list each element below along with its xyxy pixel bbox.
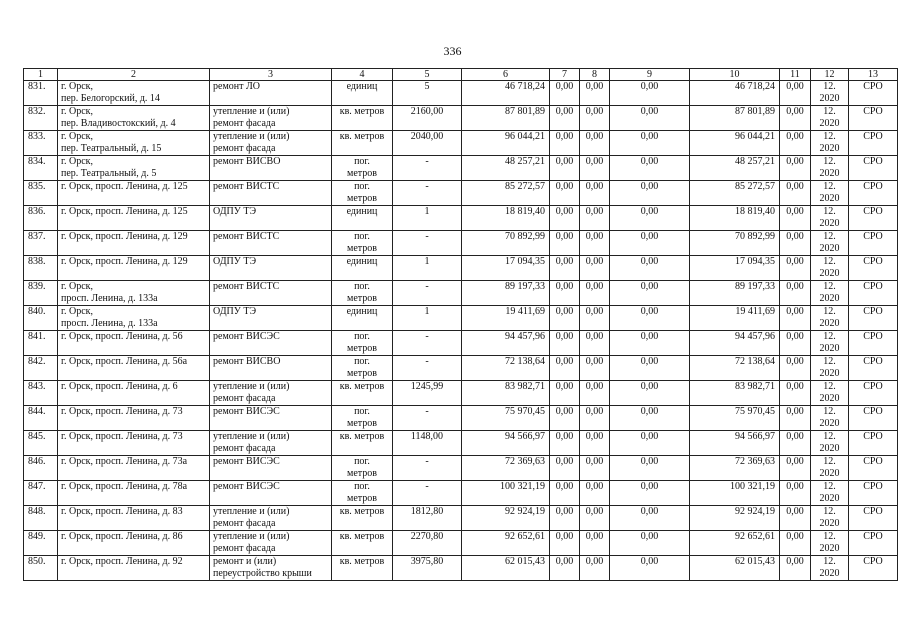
cell-work-type: утепление и (или) ремонт фасада	[210, 531, 332, 556]
cell-col-8: 0,00	[580, 381, 610, 406]
table-row	[24, 356, 898, 381]
cell-col-10: 48 257,21	[690, 156, 780, 181]
table-row	[24, 456, 898, 481]
cell-row-number: 844.	[24, 406, 58, 431]
cell-col-11: 0,00	[780, 181, 811, 206]
cell-col-11: 0,00	[780, 481, 811, 506]
cell-total-cost: 100 321,19	[462, 481, 550, 506]
cell-col-8: 0,00	[580, 456, 610, 481]
cell-method: СРО	[849, 381, 898, 406]
cell-work-type: ремонт ВИСЭС	[210, 406, 332, 431]
cell-total-cost: 18 819,40	[462, 206, 550, 231]
cell-total-cost: 89 197,33	[462, 281, 550, 306]
cell-method: СРО	[849, 531, 898, 556]
cell-col-10: 92 924,19	[690, 506, 780, 531]
cell-unit: кв. метров	[332, 131, 393, 156]
cell-col-10: 100 321,19	[690, 481, 780, 506]
cell-col-8: 0,00	[580, 106, 610, 131]
cell-work-type: ремонт ВИСЭС	[210, 331, 332, 356]
cell-method: СРО	[849, 481, 898, 506]
cell-work-type: ОДПУ ТЭ	[210, 206, 332, 231]
table-row	[24, 306, 898, 331]
cell-total-cost: 72 369,63	[462, 456, 550, 481]
cell-col-11: 0,00	[780, 531, 811, 556]
cell-work-type: ремонт ВИСЭС	[210, 481, 332, 506]
cell-row-number: 839.	[24, 281, 58, 306]
table-row	[24, 531, 898, 556]
table-row	[24, 181, 898, 206]
cell-unit: единиц	[332, 81, 393, 106]
cell-unit: кв. метров	[332, 556, 393, 581]
cell-row-number: 834.	[24, 156, 58, 181]
cell-method: СРО	[849, 156, 898, 181]
cell-address: г. Орск, просп. Ленина, д. 73а	[58, 456, 210, 481]
cell-col-10: 70 892,99	[690, 231, 780, 256]
cell-col-7: 0,00	[550, 306, 580, 331]
cell-address: г. Орск, просп. Ленина, д. 133а	[58, 281, 210, 306]
cell-col-10: 46 718,24	[690, 81, 780, 106]
cell-col-11: 0,00	[780, 206, 811, 231]
cell-unit: пог. метров	[332, 231, 393, 256]
cell-row-number: 846.	[24, 456, 58, 481]
cell-deadline: 12. 2020	[811, 81, 849, 106]
cell-col-8: 0,00	[580, 481, 610, 506]
cell-unit: кв. метров	[332, 506, 393, 531]
cell-method: СРО	[849, 506, 898, 531]
cell-col-8: 0,00	[580, 531, 610, 556]
cell-col-11: 0,00	[780, 506, 811, 531]
cell-total-cost: 48 257,21	[462, 156, 550, 181]
cell-col-11: 0,00	[780, 356, 811, 381]
cell-col-10: 19 411,69	[690, 306, 780, 331]
cell-quantity: 2160,00	[393, 106, 462, 131]
cell-col-9: 0,00	[610, 131, 690, 156]
table-row	[24, 481, 898, 506]
column-header-7: 7	[550, 69, 580, 81]
cell-col-7: 0,00	[550, 531, 580, 556]
cell-col-10: 75 970,45	[690, 406, 780, 431]
cell-quantity: 1245,99	[393, 381, 462, 406]
cell-col-10: 96 044,21	[690, 131, 780, 156]
cell-quantity: -	[393, 231, 462, 256]
cell-quantity: -	[393, 156, 462, 181]
column-header-10: 10	[690, 69, 780, 81]
cell-col-8: 0,00	[580, 406, 610, 431]
cell-col-8: 0,00	[580, 431, 610, 456]
cell-work-type: ремонт ВИСВО	[210, 156, 332, 181]
column-header-12: 12	[811, 69, 849, 81]
cell-quantity: -	[393, 281, 462, 306]
cell-col-10: 83 982,71	[690, 381, 780, 406]
cell-deadline: 12. 2020	[811, 356, 849, 381]
cell-work-type: утепление и (или) ремонт фасада	[210, 431, 332, 456]
column-header-9: 9	[610, 69, 690, 81]
cell-quantity: 2270,80	[393, 531, 462, 556]
cell-row-number: 848.	[24, 506, 58, 531]
cell-address: г. Орск, просп. Ленина, д. 92	[58, 556, 210, 581]
column-header-11: 11	[780, 69, 811, 81]
cell-address: г. Орск, просп. Ленина, д. 129	[58, 231, 210, 256]
cell-quantity: -	[393, 356, 462, 381]
cell-total-cost: 75 970,45	[462, 406, 550, 431]
cell-col-9: 0,00	[610, 156, 690, 181]
cell-deadline: 12. 2020	[811, 106, 849, 131]
cell-deadline: 12. 2020	[811, 131, 849, 156]
cell-work-type: ОДПУ ТЭ	[210, 306, 332, 331]
cell-address: г. Орск, просп. Ленина, д. 56а	[58, 356, 210, 381]
table-row	[24, 106, 898, 131]
cell-col-7: 0,00	[550, 106, 580, 131]
cell-method: СРО	[849, 106, 898, 131]
cell-quantity: 2040,00	[393, 131, 462, 156]
cell-method: СРО	[849, 231, 898, 256]
cell-col-8: 0,00	[580, 81, 610, 106]
cell-work-type: ОДПУ ТЭ	[210, 256, 332, 281]
cell-deadline: 12. 2020	[811, 306, 849, 331]
cell-method: СРО	[849, 431, 898, 456]
cell-row-number: 847.	[24, 481, 58, 506]
cell-unit: пог. метров	[332, 456, 393, 481]
cell-col-9: 0,00	[610, 481, 690, 506]
cell-total-cost: 17 094,35	[462, 256, 550, 281]
cell-quantity: 3975,80	[393, 556, 462, 581]
cell-row-number: 836.	[24, 206, 58, 231]
cell-deadline: 12. 2020	[811, 256, 849, 281]
table-row	[24, 131, 898, 156]
cell-col-8: 0,00	[580, 256, 610, 281]
cell-work-type: ремонт и (или) переустройство крыши	[210, 556, 332, 581]
cell-col-9: 0,00	[610, 531, 690, 556]
cell-quantity: 1	[393, 206, 462, 231]
cell-method: СРО	[849, 131, 898, 156]
table-row	[24, 556, 898, 581]
cell-col-10: 94 566,97	[690, 431, 780, 456]
cell-work-type: ремонт ВИСВО	[210, 356, 332, 381]
cell-method: СРО	[849, 306, 898, 331]
table-row	[24, 406, 898, 431]
cell-deadline: 12. 2020	[811, 406, 849, 431]
cell-col-11: 0,00	[780, 456, 811, 481]
cell-method: СРО	[849, 456, 898, 481]
cell-col-9: 0,00	[610, 431, 690, 456]
cell-col-7: 0,00	[550, 231, 580, 256]
cell-method: СРО	[849, 406, 898, 431]
cell-col-8: 0,00	[580, 506, 610, 531]
cell-work-type: утепление и (или) ремонт фасада	[210, 131, 332, 156]
cell-col-9: 0,00	[610, 231, 690, 256]
table-row	[24, 431, 898, 456]
cell-deadline: 12. 2020	[811, 431, 849, 456]
cell-total-cost: 92 924,19	[462, 506, 550, 531]
cell-col-10: 72 138,64	[690, 356, 780, 381]
cell-col-10: 94 457,96	[690, 331, 780, 356]
cell-row-number: 835.	[24, 181, 58, 206]
cell-col-9: 0,00	[610, 181, 690, 206]
cell-col-7: 0,00	[550, 206, 580, 231]
cell-work-type: ремонт ЛО	[210, 81, 332, 106]
cell-unit: пог. метров	[332, 331, 393, 356]
cell-deadline: 12. 2020	[811, 531, 849, 556]
cell-quantity: -	[393, 181, 462, 206]
cell-col-11: 0,00	[780, 381, 811, 406]
cell-col-11: 0,00	[780, 156, 811, 181]
cell-col-7: 0,00	[550, 331, 580, 356]
cell-col-11: 0,00	[780, 256, 811, 281]
cell-col-7: 0,00	[550, 131, 580, 156]
cell-deadline: 12. 2020	[811, 231, 849, 256]
cell-total-cost: 70 892,99	[462, 231, 550, 256]
cell-address: г. Орск, пер. Белогорский, д. 14	[58, 81, 210, 106]
cell-row-number: 843.	[24, 381, 58, 406]
cell-unit: единиц	[332, 306, 393, 331]
cell-col-8: 0,00	[580, 131, 610, 156]
cell-row-number: 838.	[24, 256, 58, 281]
cell-quantity: 1	[393, 306, 462, 331]
cell-col-9: 0,00	[610, 81, 690, 106]
table-row	[24, 206, 898, 231]
cell-col-7: 0,00	[550, 556, 580, 581]
cell-deadline: 12. 2020	[811, 381, 849, 406]
cell-col-9: 0,00	[610, 406, 690, 431]
cell-col-9: 0,00	[610, 381, 690, 406]
cell-total-cost: 96 044,21	[462, 131, 550, 156]
cell-col-10: 92 652,61	[690, 531, 780, 556]
cell-address: г. Орск, просп. Ленина, д. 83	[58, 506, 210, 531]
cell-col-8: 0,00	[580, 181, 610, 206]
cell-row-number: 850.	[24, 556, 58, 581]
cell-total-cost: 19 411,69	[462, 306, 550, 331]
cell-col-8: 0,00	[580, 281, 610, 306]
cell-col-8: 0,00	[580, 206, 610, 231]
cell-col-7: 0,00	[550, 156, 580, 181]
cell-col-9: 0,00	[610, 556, 690, 581]
cell-work-type: утепление и (или) ремонт фасада	[210, 506, 332, 531]
cell-total-cost: 87 801,89	[462, 106, 550, 131]
column-header-1: 1	[24, 69, 58, 81]
cell-quantity: 1812,80	[393, 506, 462, 531]
cell-row-number: 845.	[24, 431, 58, 456]
column-header-2: 2	[58, 69, 210, 81]
cell-work-type: утепление и (или) ремонт фасада	[210, 381, 332, 406]
cell-col-9: 0,00	[610, 506, 690, 531]
cell-col-11: 0,00	[780, 406, 811, 431]
cell-col-7: 0,00	[550, 456, 580, 481]
cell-address: г. Орск, пер. Театральный, д. 15	[58, 131, 210, 156]
cell-method: СРО	[849, 556, 898, 581]
cell-deadline: 12. 2020	[811, 156, 849, 181]
cell-address: г. Орск, просп. Ленина, д. 73	[58, 406, 210, 431]
cell-quantity: -	[393, 481, 462, 506]
cell-col-8: 0,00	[580, 306, 610, 331]
cell-unit: кв. метров	[332, 431, 393, 456]
cell-row-number: 832.	[24, 106, 58, 131]
cell-unit: пог. метров	[332, 181, 393, 206]
cell-col-11: 0,00	[780, 331, 811, 356]
cell-quantity: -	[393, 331, 462, 356]
cell-work-type: ремонт ВИСЭС	[210, 456, 332, 481]
cell-col-8: 0,00	[580, 356, 610, 381]
cell-address: г. Орск, пер. Театральный, д. 5	[58, 156, 210, 181]
cell-row-number: 842.	[24, 356, 58, 381]
cell-col-10: 17 094,35	[690, 256, 780, 281]
cell-col-7: 0,00	[550, 381, 580, 406]
cell-col-10: 85 272,57	[690, 181, 780, 206]
cell-deadline: 12. 2020	[811, 331, 849, 356]
cell-col-7: 0,00	[550, 506, 580, 531]
cell-total-cost: 94 566,97	[462, 431, 550, 456]
cell-work-type: ремонт ВИСТС	[210, 281, 332, 306]
cell-unit: кв. метров	[332, 381, 393, 406]
cell-work-type: утепление и (или) ремонт фасада	[210, 106, 332, 131]
cell-col-7: 0,00	[550, 181, 580, 206]
cell-method: СРО	[849, 181, 898, 206]
cell-col-10: 89 197,33	[690, 281, 780, 306]
cell-col-9: 0,00	[610, 256, 690, 281]
column-header-5: 5	[393, 69, 462, 81]
cell-method: СРО	[849, 281, 898, 306]
cell-col-11: 0,00	[780, 106, 811, 131]
cell-unit: единиц	[332, 206, 393, 231]
cell-quantity: 5	[393, 81, 462, 106]
cell-col-8: 0,00	[580, 556, 610, 581]
column-header-4: 4	[332, 69, 393, 81]
cell-total-cost: 92 652,61	[462, 531, 550, 556]
cell-unit: кв. метров	[332, 531, 393, 556]
cell-row-number: 841.	[24, 331, 58, 356]
cell-total-cost: 62 015,43	[462, 556, 550, 581]
cell-col-11: 0,00	[780, 431, 811, 456]
column-header-8: 8	[580, 69, 610, 81]
cell-address: г. Орск, просп. Ленина, д. 133а	[58, 306, 210, 331]
table-row	[24, 256, 898, 281]
cell-address: г. Орск, просп. Ленина, д. 125	[58, 206, 210, 231]
table-row	[24, 331, 898, 356]
cell-total-cost: 94 457,96	[462, 331, 550, 356]
cell-col-9: 0,00	[610, 206, 690, 231]
cell-col-7: 0,00	[550, 406, 580, 431]
cell-col-9: 0,00	[610, 306, 690, 331]
table-row	[24, 156, 898, 181]
cell-unit: пог. метров	[332, 406, 393, 431]
data-table	[23, 68, 898, 581]
cell-row-number: 840.	[24, 306, 58, 331]
cell-unit: пог. метров	[332, 356, 393, 381]
cell-col-7: 0,00	[550, 281, 580, 306]
cell-deadline: 12. 2020	[811, 206, 849, 231]
cell-address: г. Орск, просп. Ленина, д. 73	[58, 431, 210, 456]
cell-address: г. Орск, пер. Владивостокский, д. 4	[58, 106, 210, 131]
cell-col-10: 18 819,40	[690, 206, 780, 231]
cell-col-10: 62 015,43	[690, 556, 780, 581]
cell-total-cost: 85 272,57	[462, 181, 550, 206]
cell-address: г. Орск, просп. Ленина, д. 6	[58, 381, 210, 406]
cell-method: СРО	[849, 206, 898, 231]
cell-col-9: 0,00	[610, 356, 690, 381]
page-number: 336	[443, 44, 462, 58]
cell-deadline: 12. 2020	[811, 181, 849, 206]
cell-address: г. Орск, просп. Ленина, д. 78а	[58, 481, 210, 506]
cell-quantity: -	[393, 406, 462, 431]
cell-col-7: 0,00	[550, 256, 580, 281]
cell-deadline: 12. 2020	[811, 281, 849, 306]
cell-col-11: 0,00	[780, 131, 811, 156]
cell-method: СРО	[849, 356, 898, 381]
cell-work-type: ремонт ВИСТС	[210, 231, 332, 256]
cell-unit: пог. метров	[332, 156, 393, 181]
cell-col-8: 0,00	[580, 156, 610, 181]
cell-work-type: ремонт ВИСТС	[210, 181, 332, 206]
cell-unit: пог. метров	[332, 481, 393, 506]
cell-col-7: 0,00	[550, 356, 580, 381]
cell-quantity: 1	[393, 256, 462, 281]
cell-row-number: 833.	[24, 131, 58, 156]
cell-total-cost: 83 982,71	[462, 381, 550, 406]
cell-col-8: 0,00	[580, 231, 610, 256]
cell-quantity: 1148,00	[393, 431, 462, 456]
cell-col-9: 0,00	[610, 106, 690, 131]
cell-col-8: 0,00	[580, 331, 610, 356]
cell-address: г. Орск, просп. Ленина, д. 56	[58, 331, 210, 356]
table-row	[24, 506, 898, 531]
cell-method: СРО	[849, 81, 898, 106]
table-row	[24, 81, 898, 106]
cell-row-number: 849.	[24, 531, 58, 556]
cell-address: г. Орск, просп. Ленина, д. 125	[58, 181, 210, 206]
cell-address: г. Орск, просп. Ленина, д. 129	[58, 256, 210, 281]
cell-deadline: 12. 2020	[811, 506, 849, 531]
cell-col-9: 0,00	[610, 331, 690, 356]
cell-total-cost: 72 138,64	[462, 356, 550, 381]
cell-method: СРО	[849, 331, 898, 356]
cell-quantity: -	[393, 456, 462, 481]
cell-col-7: 0,00	[550, 481, 580, 506]
cell-unit: пог. метров	[332, 281, 393, 306]
cell-unit: кв. метров	[332, 106, 393, 131]
cell-row-number: 837.	[24, 231, 58, 256]
cell-col-11: 0,00	[780, 81, 811, 106]
cell-col-11: 0,00	[780, 556, 811, 581]
table-row	[24, 231, 898, 256]
column-header-6: 6	[462, 69, 550, 81]
cell-deadline: 12. 2020	[811, 556, 849, 581]
cell-address: г. Орск, просп. Ленина, д. 86	[58, 531, 210, 556]
table-row	[24, 281, 898, 306]
column-number-row	[24, 69, 898, 81]
cell-col-10: 87 801,89	[690, 106, 780, 131]
cell-deadline: 12. 2020	[811, 456, 849, 481]
column-header-13: 13	[849, 69, 898, 81]
table-row	[24, 381, 898, 406]
cell-col-7: 0,00	[550, 81, 580, 106]
cell-method: СРО	[849, 256, 898, 281]
cell-col-7: 0,00	[550, 431, 580, 456]
cell-col-11: 0,00	[780, 306, 811, 331]
cell-col-9: 0,00	[610, 456, 690, 481]
cell-col-11: 0,00	[780, 281, 811, 306]
cell-row-number: 831.	[24, 81, 58, 106]
cell-col-9: 0,00	[610, 281, 690, 306]
column-header-3: 3	[210, 69, 332, 81]
cell-col-11: 0,00	[780, 231, 811, 256]
cell-total-cost: 46 718,24	[462, 81, 550, 106]
cell-deadline: 12. 2020	[811, 481, 849, 506]
cell-unit: единиц	[332, 256, 393, 281]
cell-col-10: 72 369,63	[690, 456, 780, 481]
